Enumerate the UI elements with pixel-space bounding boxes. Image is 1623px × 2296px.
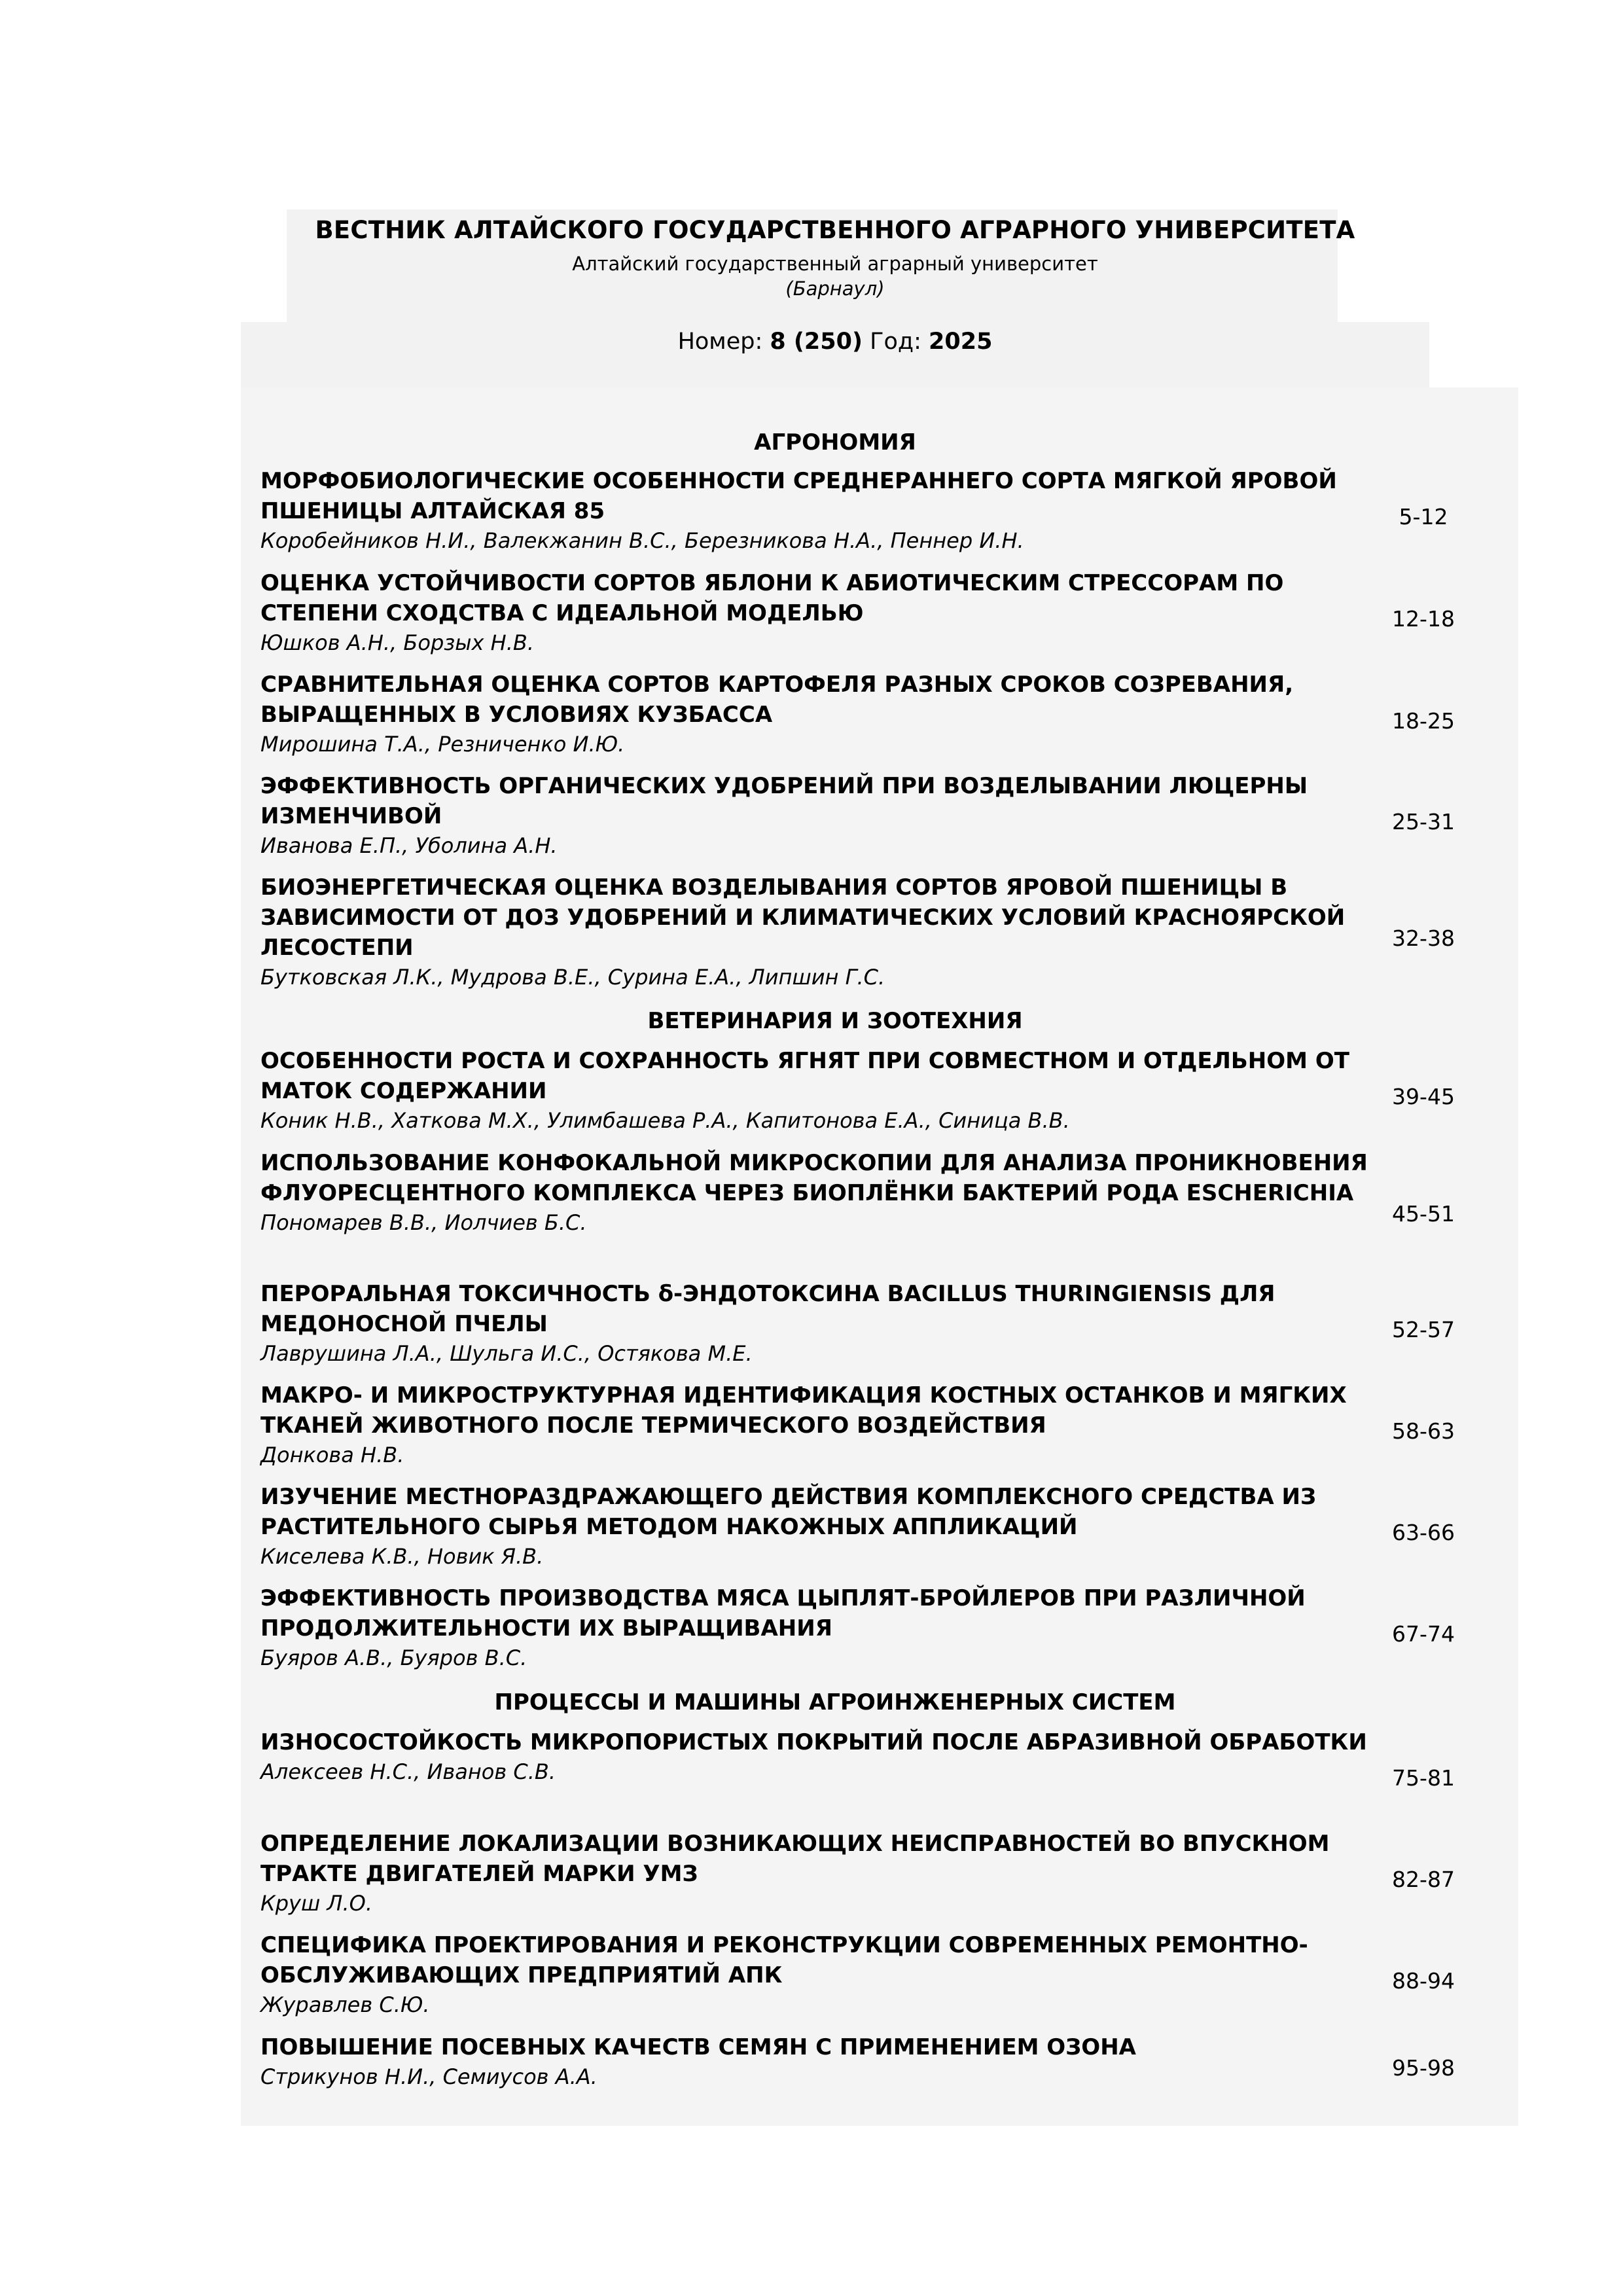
- article-authors: Коробейников Н.И., Валекжанин В.С., Березникова Н.А., Пеннер И.Н.: [260, 528, 1024, 553]
- article-authors: Журавлев С.Ю.: [260, 1992, 430, 2017]
- article-pages: 58-63: [1392, 1418, 1455, 1444]
- article-entry[interactable]: [260, 1727, 1380, 1786]
- article-pages: 95-98: [1392, 2055, 1455, 2081]
- article-pages: 5-12: [1399, 504, 1448, 529]
- article-authors: Киселева К.В., Новик Я.В.: [260, 1544, 544, 1569]
- article-authors: Донкова Н.В.: [260, 1443, 404, 1467]
- article-authors: Иванова Е.П., Уболина А.Н.: [260, 833, 558, 858]
- article-entry[interactable]: [260, 2032, 1380, 2091]
- article-pages: 32-38: [1392, 925, 1455, 951]
- article-authors: Алексеев Н.С., Иванов С.В.: [260, 1759, 556, 1784]
- article-pages: 45-51: [1392, 1201, 1455, 1227]
- journal-organization: Алтайский государственный аграрный университет: [572, 253, 1098, 275]
- article-title[interactable]: СПЕЦИФИКА ПРОЕКТИРОВАНИЯ И РЕКОНСТРУКЦИИ СОВРЕМЕННЫХ РЕМОНТНО-ОБСЛУЖИВАЮЩИХ ПРЕДПРИЯТИЙ АПК: [260, 1932, 1308, 1988]
- issue-value: 8 (250): [770, 329, 863, 355]
- article-pages: 12-18: [1392, 606, 1455, 632]
- article-title[interactable]: ЭФФЕКТИВНОСТЬ ОРГАНИЧЕСКИХ УДОБРЕНИЙ ПРИ ВОЗДЕЛЫВАНИИ ЛЮЦЕРНЫ ИЗМЕНЧИВОЙ: [260, 773, 1308, 829]
- issue-label: Номер:: [677, 329, 763, 355]
- article-pages: 88-94: [1392, 1968, 1455, 1994]
- section-title: ВЕТЕРИНАРИЯ И ЗООТЕХНИЯ: [647, 1008, 1023, 1034]
- article-title[interactable]: ИЗУЧЕНИЕ МЕСТНОРАЗДРАЖАЮЩЕГО ДЕЙСТВИЯ КОМПЛЕКСНОГО СРЕДСТВА ИЗ РАСТИТЕЛЬНОГО СЫРЬЯ МЕТОДОМ НАКОЖНЫХ АППЛИКАЦИЙ: [260, 1484, 1317, 1540]
- section-title: ПРОЦЕССЫ И МАШИНЫ АГРОИНЖЕНЕРНЫХ СИСТЕМ: [494, 1689, 1176, 1715]
- article-pages: 52-57: [1392, 1317, 1455, 1342]
- article-title[interactable]: ОПРЕДЕЛЕНИЕ ЛОКАЛИЗАЦИИ ВОЗНИКАЮЩИХ НЕИСПРАВНОСТЕЙ ВО ВПУСКНОМ ТРАКТЕ ДВИГАТЕЛЕЙ МАРКИ УМЗ: [260, 1831, 1330, 1887]
- article-title[interactable]: БИОЭНЕРГЕТИЧЕСКАЯ ОЦЕНКА ВОЗДЕЛЫВАНИЯ СОРТОВ ЯРОВОЙ ПШЕНИЦЫ В ЗАВИСИМОСТИ ОТ ДОЗ УДОБРЕНИЙ И КЛИМАТИЧЕСКИХ УСЛОВИЙ КРАСНОЯРСКОЙ ЛЕСОСТЕПИ: [260, 874, 1346, 961]
- article-entry[interactable]: [260, 670, 1380, 759]
- article-authors: Коник Н.В., Хаткова М.Х., Улимбашева Р.А., Капитонова Е.А., Синица В.В.: [260, 1108, 1070, 1133]
- article-title[interactable]: МАКРО- И МИКРОСТРУКТУРНАЯ ИДЕНТИФИКАЦИЯ КОСТНЫХ ОСТАНКОВ И МЯГКИХ ТКАНЕЙ ЖИВОТНОГО ПОСЛЕ ТЕРМИЧЕСКОГО ВОЗДЕЙСТВИЯ: [260, 1382, 1347, 1439]
- article-entry[interactable]: [260, 771, 1380, 860]
- article-authors: Буяров А.В., Буяров В.С.: [260, 1645, 527, 1670]
- article-title[interactable]: ОСОБЕННОСТИ РОСТА И СОХРАННОСТЬ ЯГНЯТ ПРИ СОВМЕСТНОМ И ОТДЕЛЬНОМ ОТ МАТОК СОДЕРЖАНИИ: [260, 1048, 1349, 1104]
- article-authors: Юшков А.Н., Борзых Н.В.: [260, 630, 534, 655]
- article-entry[interactable]: [260, 466, 1380, 555]
- article-authors: Бутковская Л.К., Мудрова В.Е., Сурина Е.А., Липшин Г.С.: [260, 965, 885, 990]
- article-authors: Пономарев В.В., Иолчиев Б.С.: [260, 1210, 587, 1235]
- journal-title: ВЕСТНИК АЛТАЙСКОГО ГОСУДАРСТВЕННОГО АГРАРНОГО УНИВЕРСИТЕТА: [315, 216, 1355, 244]
- article-authors: Лаврушина Л.А., Шульга И.С., Остякова М.Е.: [260, 1341, 753, 1366]
- article-title[interactable]: МОРФОБИОЛОГИЧЕСКИЕ ОСОБЕННОСТИ СРЕДНЕРАННЕГО СОРТА МЯГКОЙ ЯРОВОЙ ПШЕНИЦЫ АЛТАЙСКАЯ 85: [260, 468, 1337, 524]
- article-title[interactable]: ПОВЫШЕНИЕ ПОСЕВНЫХ КАЧЕСТВ СЕМЯН С ПРИМЕНЕНИЕМ ОЗОНА: [260, 2034, 1136, 2060]
- article-entry[interactable]: [260, 1930, 1380, 2019]
- article-pages: 18-25: [1392, 708, 1455, 734]
- article-authors: Стрикунов Н.И., Семиусов А.А.: [260, 2064, 597, 2089]
- article-entry[interactable]: [260, 568, 1380, 657]
- article-entry[interactable]: [260, 1583, 1380, 1672]
- section-title: АГРОНОМИЯ: [754, 429, 916, 456]
- article-pages: 67-74: [1392, 1621, 1455, 1647]
- journal-city: (Барнаул): [785, 278, 885, 300]
- article-authors: Круш Л.О.: [260, 1891, 373, 1916]
- article-pages: 39-45: [1392, 1084, 1455, 1109]
- article-entry[interactable]: [260, 1279, 1380, 1368]
- article-title[interactable]: ИСПОЛЬЗОВАНИЕ КОНФОКАЛЬНОЙ МИКРОСКОПИИ ДЛЯ АНАЛИЗА ПРОНИКНОВЕНИЯ ФЛУОРЕСЦЕНТНОГО КОМПЛЕКСА ЧЕРЕЗ БИОПЛЁНКИ БАКТЕРИЙ РОДА ESCHERICHIA: [260, 1150, 1368, 1206]
- article-authors: Мирошина Т.А., Резниченко И.Ю.: [260, 732, 625, 757]
- article-entry[interactable]: [260, 872, 1380, 992]
- article-pages: 82-87: [1392, 1867, 1455, 1892]
- year-value: 2025: [929, 329, 993, 355]
- article-pages: 63-66: [1392, 1520, 1455, 1545]
- article-entry[interactable]: [260, 1829, 1380, 1918]
- article-entry[interactable]: [260, 1046, 1380, 1135]
- article-title[interactable]: ИЗНОСОСТОЙКОСТЬ МИКРОПОРИСТЫХ ПОКРЫТИЙ ПОСЛЕ АБРАЗИВНОЙ ОБРАБОТКИ: [260, 1729, 1367, 1755]
- article-pages: 25-31: [1392, 809, 1455, 834]
- article-entry[interactable]: [260, 1148, 1380, 1237]
- article-entry[interactable]: [260, 1482, 1380, 1571]
- article-entry[interactable]: [260, 1380, 1380, 1469]
- article-title[interactable]: ОЦЕНКА УСТОЙЧИВОСТИ СОРТОВ ЯБЛОНИ К АБИОТИЧЕСКИМ СТРЕССОРАМ ПО СТЕПЕНИ СХОДСТВА С ИДЕАЛЬНОЙ МОДЕЛЬЮ: [260, 570, 1284, 626]
- article-title[interactable]: ЭФФЕКТИВНОСТЬ ПРОИЗВОДСТВА МЯСА ЦЫПЛЯТ-БРОЙЛЕРОВ ПРИ РАЗЛИЧНОЙ ПРОДОЛЖИТЕЛЬНОСТИ ИХ ВЫРАЩИВАНИЯ: [260, 1585, 1306, 1641]
- article-title[interactable]: СРАВНИТЕЛЬНАЯ ОЦЕНКА СОРТОВ КАРТОФЕЛЯ РАЗНЫХ СРОКОВ СОЗРЕВАНИЯ, ВЫРАЩЕННЫХ В УСЛОВИЯХ КУЗБАССА: [260, 672, 1294, 728]
- article-pages: 75-81: [1392, 1765, 1455, 1791]
- article-title[interactable]: ПЕРОРАЛЬНАЯ ТОКСИЧНОСТЬ δ-ЭНДОТОКСИНА BACILLUS THURINGIENSIS ДЛЯ МЕДОНОСНОЙ ПЧЕЛЫ: [260, 1281, 1275, 1337]
- year-label: Год:: [870, 329, 921, 355]
- issue-line: [241, 329, 1429, 355]
